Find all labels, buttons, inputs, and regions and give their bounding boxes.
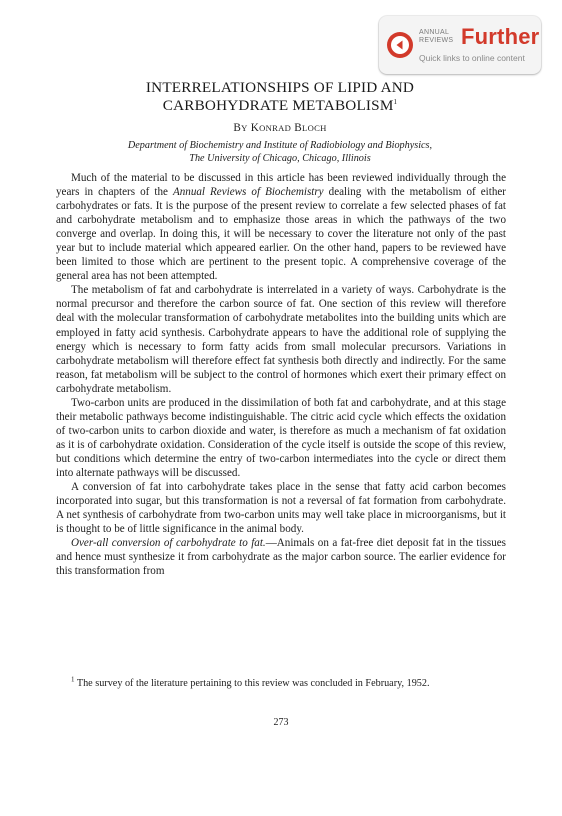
further-wordmark: Further xyxy=(461,24,540,49)
annual-reviews-label-line2: REVIEWS xyxy=(419,37,454,44)
annual-reviews-label xyxy=(419,29,453,45)
title-line2: CARBOHYDRATE METABOLISM xyxy=(162,96,394,114)
affiliation-line2: The University of Chicago, Chicago, Illinois xyxy=(189,153,371,165)
article-body xyxy=(56,171,506,578)
paragraph-1-text-a: Much of the material to be discussed in this article has been reviewed individually through the years in chapters of the xyxy=(56,172,506,199)
further-subtitle: Quick links to online content xyxy=(419,53,525,63)
paragraph-2: The metabolism of fat and carbohydrate is interrelated in a variety of ways. Carbohydrate is the normal precursor and therefore the carbon source of fat. One section of this review will therefore deal with the molecular transformation of carbohydrate metabolites into the building units which are employed in fatty acid synthesis. Carbohydrate appears to have the additional role of supplying the energy which is necessary to form fatty acids from small molecular precursors. Variations in carbohydrate metabolism will therefore effect fat synthesis both directly and indirectly. For the same reason, fat metabolism will be subject to the control of hormones which exert their primary effect on carbohydrate metabolism. xyxy=(56,284,506,395)
author-line xyxy=(60,122,500,134)
title-footnote-mark[interactable]: 1 xyxy=(393,97,398,106)
further-links-badge[interactable] xyxy=(379,16,541,74)
footnote-mark: 1 xyxy=(71,675,75,684)
author-byline: BY KONRAD BLOCH xyxy=(233,122,327,134)
paragraph-1-text-b: dealing with the metabolism of either carbohydrates or fats. It is the purpose of the present review to correlate a few selected phases of fat and carbohydrate metabolism and to emphasize those areas in which the pathways of the two converge and overlap. In doing this, it will be necessary to cover the literature not only of the past year but to include material which appeared earlier. On the other hand, papers to be reviewed have been limited to those which are pertinent to the present topic. A comprehensive coverage of the general area has not been attempted. xyxy=(56,186,506,283)
journal-name: Annual Reviews of Biochemistry xyxy=(172,186,324,199)
section-heading: Over-all conversion of carbohydrate to fat. xyxy=(71,537,266,550)
affiliation-line1: Department of Biochemistry and Institute of Radiobiology and Biophysics, xyxy=(127,140,433,151)
page-number: 273 xyxy=(273,717,289,728)
play-back-icon xyxy=(387,32,413,58)
title-line1: INTERRELATIONSHIPS OF LIPID AND xyxy=(145,79,415,96)
annual-reviews-label-line1: ANNUAL xyxy=(419,29,450,36)
paragraph-1 xyxy=(56,171,506,283)
footnote-text-block xyxy=(56,677,506,690)
affiliation xyxy=(60,139,500,165)
paragraph-3: Two-carbon units are produced in the dissimilation of both fat and carbohydrate, and at this stage their metabolic pathways become indistinguishable. The citric acid cycle which effects the oxidation of two-carbon units to carbon dioxide and water, is therefore as much a mechanism of fat oxidation as it is of carbohydrate oxidation. Consideration of the cycle itself is outside the scope of this review, but conditions which determine the entry of two-carbon intermediates into the cycle or direct them into alternate pathways will be discussed. xyxy=(56,396,506,479)
paragraph-5 xyxy=(56,536,506,578)
paragraph-5-text: —Animals on a fat-free diet deposit fat in the tissues and hence must synthesize it from carbohydrate as the major carbon source. The earlier evidence for this transformation from xyxy=(56,537,507,578)
footnote-text: The survey of the literature pertaining to this review was concluded in February, 1952. xyxy=(74,678,430,689)
article-title xyxy=(60,79,500,114)
paragraph-4: A conversion of fat into carbohydrate takes place in the sense that fatty acid carbon becomes incorporated into sugar, but this transformation is not a reversal of fat formation from carbohydrate. A net synthesis of carbohydrate from two-carbon units may well take place in microorganisms, but it is thought to be of little significance in the animal body. xyxy=(56,481,506,536)
footnote xyxy=(56,677,506,690)
